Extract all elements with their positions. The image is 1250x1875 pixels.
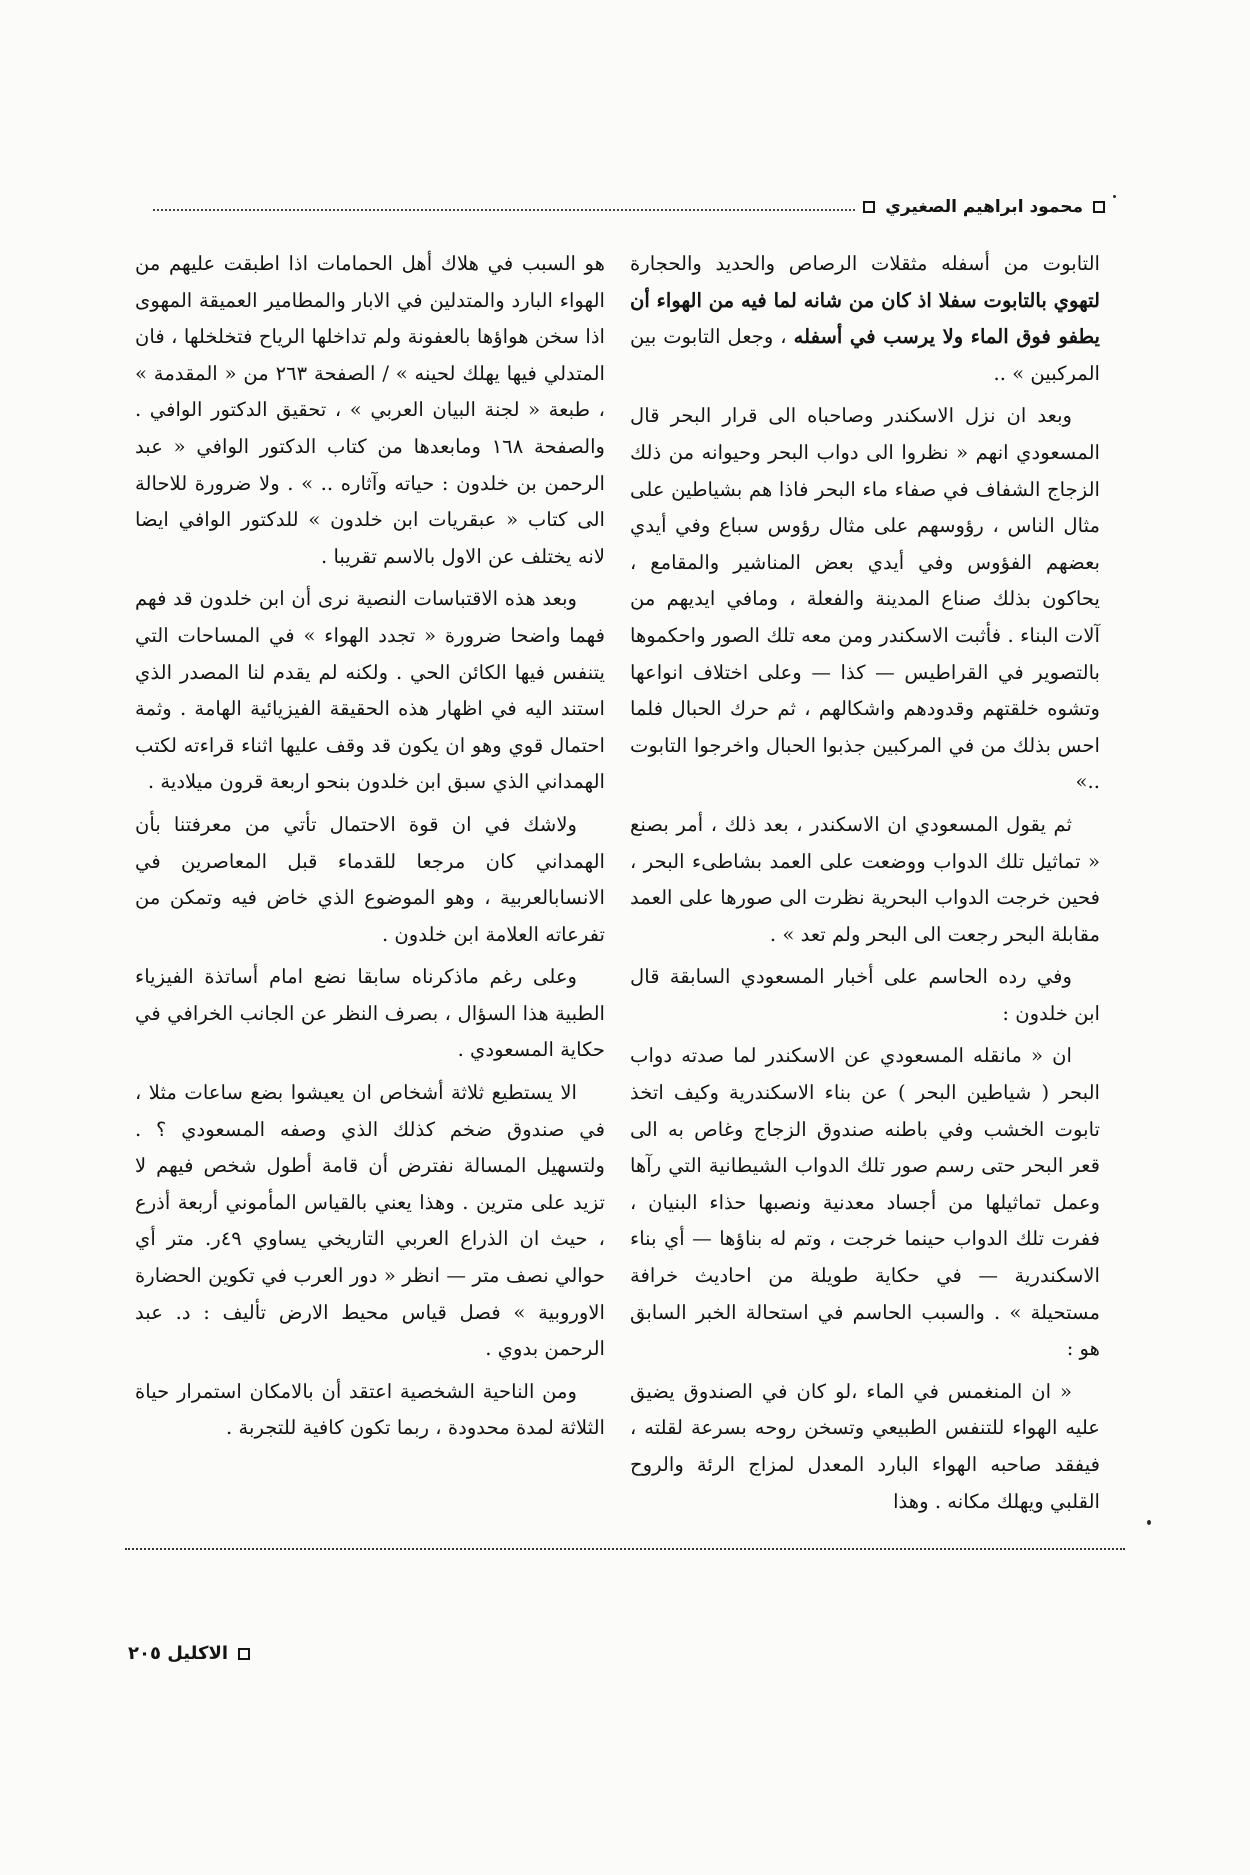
emphasized-text: لتهوي بالتابوت سفلا اذ كان من شانه لما فيه من الهواء أن يطفو فوق الماء ولا يرسب في أسفله <box>630 288 1101 349</box>
page-footer <box>128 1643 250 1664</box>
paragraph: هو السبب في هلاك أهل الحمامات اذا اطبقت عليهم من الهواء البارد والمتدلين في الابار والمطامير العميقة المهوى اذا سخن هواؤها بالعفونة ولم تداخلها الرياح فتخلخلها ، فان المتدلي فيها يهلك لحينه » / الصفحة ٢٦٣ من « المقدمة » ، طبعة « لجنة البيان العربي » ، تحقيق الدكتور الوافي . والصفحة ١٦٨ ومابعدها من كتاب الدكتور الوافي « عبد الرحمن بن خلدون : حياته وآثاره .. » . ولا ضرورة للاحالة الى كتاب « عبقريات ابن خلدون » للدكتور الوافي ايضا لانه يختلف عن الاول بالاسم تقريبا . <box>135 252 605 568</box>
scan-speck <box>1113 195 1116 198</box>
paragraph: ولاشك في ان قوة الاحتمال تأتي من معرفتنا بأن الهمداني كان مرجعا للقدماء قبل المعاصرين في الانسابالعربية ، وهو الموضوع الذي خاض فيه وتمكن من تفرعاته العلامة ابن خلدون . <box>135 812 605 946</box>
paragraph: وفي رده الحاسم على أخبار المسعودي السابقة قال ابن خلدون : <box>630 965 1100 1025</box>
paragraph <box>630 246 1100 392</box>
right-column <box>630 246 1100 1526</box>
running-header <box>145 192 1105 222</box>
left-column <box>135 246 605 1453</box>
paragraph: ان « مانقله المسعودي عن الاسكندر لما صدته دواب البحر ( شياطين البحر ) عن بناء الاسكندرية وكيف اتخذ تابوت الخشب وفي باطنه صندوق الزجاج وغاص به الى قعر البحر حتى رسم صور تلك الدواب الشيطانية التي رآها وعمل تماثيلها من أجساد معدنية ونصبها حذاء البنيان ، ففرت تلك الدواب حينما خرجت ، وتم له بناؤها — أي بناء الاسكندرية — في حكاية طويلة من احاديث خرافة مستحيلة » . والسبب الحاسم في استحالة الخبر السابق هو : <box>630 1044 1100 1361</box>
paragraph-text: التابوت من أسفله مثقلات الرصاص والحديد والحجارة <box>630 252 1100 275</box>
square-bullet-icon <box>1093 201 1105 213</box>
square-bullet-icon <box>863 201 875 213</box>
paragraph: وبعد هذه الاقتباسات النصية نرى أن ابن خلدون قد فهم فهما واضحا ضرورة « تجدد الهواء » في المساحات التي يتنفس فيها الكائن الحي . ولكنه لم يقدم لنا المصدر الذي استند اليه في اظهار هذه الحقيقة الفيزيائية الهامة . وثمة احتمال قوي وهو ان يكون قد وقف عليها اثناء قراءته لكتب الهمداني الذي سبق ابن خلدون بنحو اربعة قرون ميلادية . <box>135 587 605 794</box>
header-dotted-rule <box>153 209 855 211</box>
paragraph: الا يستطيع ثلاثة أشخاص ان يعيشوا بضع ساعات مثلا ، في صندوق ضخم كذلك الذي وصفه المسعودي ؟ . ولتسهيل المسالة نفترض أن قامة أطول شخص فيهم لا تزيد على مترين . وهذا يعني بالقياس المأموني أربعة أذرع ، حيث ان الذراع العربي التاريخي يساوي ٤٩ر. متر أي حوالي نصف متر — انظر « دور العرب في تكوين الحضارة الاوروبية » فصل قياس محيط الارض تأليف : د. عبد الرحمن بدوي . <box>135 1081 605 1361</box>
paragraph: وبعد ان نزل الاسكندر وصاحباه الى قرار البحر قال المسعودي انهم « نظروا الى دواب البحر وحيوانه من ذلك الزجاج الشفاف في صفاء ماء البحر فاذا هم بشياطين على مثال الناس ، رؤوسهم على مثال رؤوس سباع وفي أيدي بعضهم الفؤوس وفي أيدي بعض المناشير والمقامع ، يحاكون بذلك صناع المدينة والفعلة ، ومافي ايديهم من آلات البناء . فأثبت الاسكندر ومن معه تلك الصور واحكموها بالتصوير في القراطيس — كذا — وعلى اختلاف انواعها وتشوه خلقتهم وقدودهم واشكالهم ، ثم حرك الحبال فلما احس بذلك من في المركبين جذبوا الحبال واخرجوا التابوت ..» <box>630 404 1100 794</box>
header-author: محمود ابراهيم الصغيري <box>885 197 1083 217</box>
paragraph: وعلى رغم ماذكرناه سابقا نضع امام أساتذة الفيزياء الطبية هذا السؤال ، بصرف النظر عن الجانب الخرافي في حكاية المسعودي . <box>135 965 605 1062</box>
square-bullet-icon <box>238 1648 250 1660</box>
paragraph: ومن الناحية الشخصية اعتقد أن بالامكان استمرار حياة الثلاثة لمدة محدودة ، ربما تكون كافية للتجربة . <box>135 1379 605 1440</box>
scan-speck <box>1147 1520 1151 1525</box>
paragraph-text: ، وجعل التابوت بين المركبين » .. <box>630 325 1100 385</box>
page-number: الاكليل ٢٠٥ <box>128 1643 229 1664</box>
paragraph: ثم يقول المسعودي ان الاسكندر ، بعد ذلك ، أمر بصنع « تماثيل تلك الدواب ووضعت على العمد بشاطىء البحر ، فحين خرجت الدواب البحرية نظرت الى صورها على العمد مقابلة البحر رجعت الى البحر ولم تعد » . <box>630 812 1100 946</box>
footer-dotted-rule <box>125 1548 1125 1550</box>
paragraph: « ان المنغمس في الماء ،لو كان في الصندوق يضيق عليه الهواء للتنفس الطبيعي وتسخن روحه بسرعة لقلته ، فيفقد صاحبه الهواء البارد المعدل لمزاج الرئة والروح القلبي ويهلك مكانه . وهذا <box>630 1379 1100 1513</box>
